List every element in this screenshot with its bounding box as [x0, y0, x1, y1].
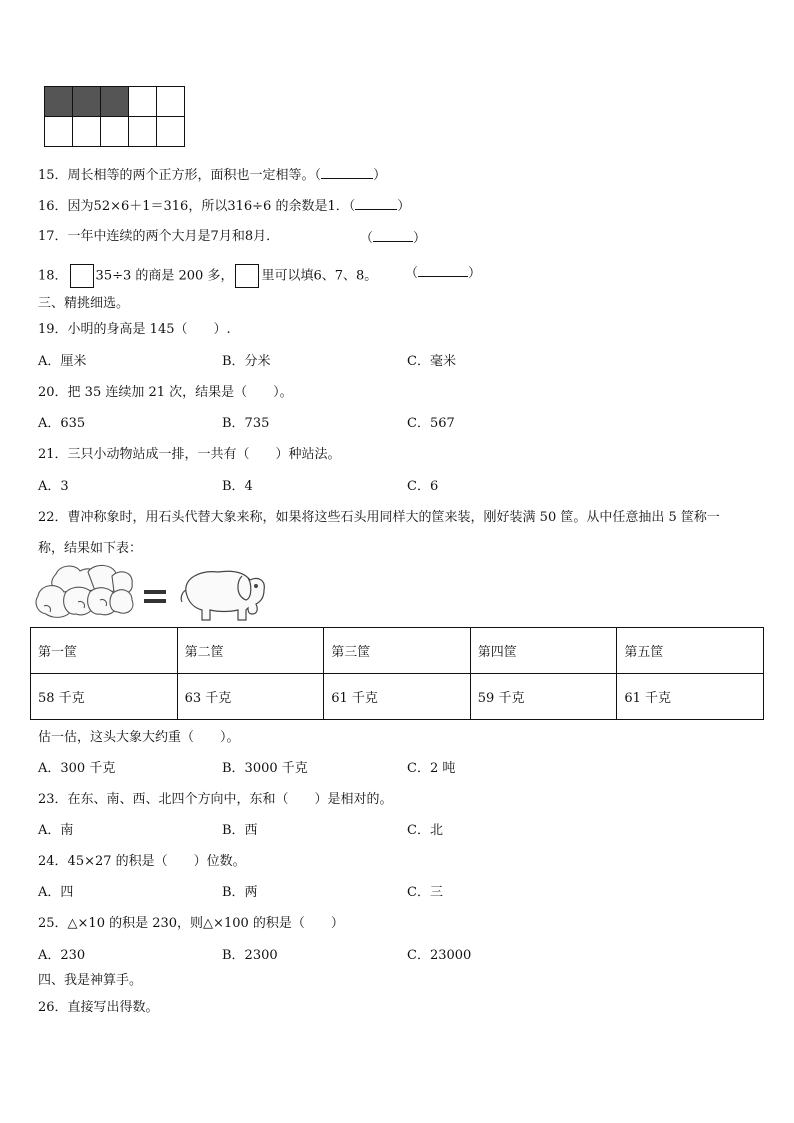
elephant-icon — [181, 571, 264, 620]
question-26: 26．直接写出得数。 — [38, 1000, 159, 1015]
table-row — [31, 674, 764, 720]
question-18: 18． 35÷3 的商是 200 多， 里可以填6、7、8。 — [38, 264, 377, 288]
question-text: 15．周长相等的两个正方形，面积也一定相等。 — [38, 168, 315, 183]
stones-pile-icon — [36, 565, 133, 617]
section-heading-3: 三、精挑细选。 — [38, 296, 130, 311]
grid-cell — [129, 117, 157, 147]
option-c[interactable]: C．2 吨 — [407, 761, 456, 776]
option-c[interactable]: C．三 — [407, 885, 443, 900]
table-cell: 59 千克 — [470, 674, 617, 720]
table-header-row — [31, 628, 764, 674]
option-a[interactable]: A．厘米 — [38, 354, 87, 369]
question-21: 21．三只小动物站成一排，一共有（ ）种站法。 — [38, 447, 341, 462]
option-a[interactable]: A．3 — [38, 479, 69, 494]
grid-cell — [73, 117, 101, 147]
grid-cell — [101, 117, 129, 147]
table-cell: 61 千克 — [617, 674, 764, 720]
option-b[interactable]: B．735 — [222, 416, 270, 431]
grid-cell — [129, 87, 157, 117]
stones-elephant-illustration — [34, 562, 274, 624]
option-a[interactable]: A．635 — [38, 416, 86, 431]
table-header-cell: 第四筐 — [470, 628, 617, 674]
grid-cell-filled — [101, 87, 129, 117]
option-a[interactable]: A．四 — [38, 885, 74, 900]
option-b[interactable]: B．3000 千克 — [222, 761, 308, 776]
question-20: 20．把 35 连续加 21 次，结果是（ ）。 — [38, 385, 293, 400]
option-b[interactable]: B．2300 — [222, 948, 278, 963]
table-header-cell: 第二筐 — [177, 628, 324, 674]
answer-blank[interactable] — [373, 229, 413, 242]
grid-cell-filled — [73, 87, 101, 117]
question-22: 22．曹冲称象时，用石头代替大象来称，如果将这些石头用同样大的筐来装，刚好装满 50 筐。从中任意抽出 5 筐称一 — [38, 510, 720, 525]
option-c[interactable]: C．6 — [407, 479, 439, 494]
option-a[interactable]: A．南 — [38, 823, 74, 838]
question-text: 17．一年中连续的两个大月是7月和8月． — [38, 229, 280, 244]
grid-cell — [45, 117, 73, 147]
option-b[interactable]: B．西 — [222, 823, 258, 838]
question-17 — [38, 229, 279, 245]
table-header-cell: 第一筐 — [31, 628, 178, 674]
option-c[interactable]: C．北 — [407, 823, 443, 838]
grid-cell — [157, 87, 185, 117]
shaded-grid — [44, 86, 185, 147]
equals-sign-icon — [144, 590, 166, 603]
question-15: 15．周长相等的两个正方形，面积也一定相等。（ ） — [38, 168, 387, 183]
option-b[interactable]: B．分米 — [222, 354, 271, 369]
table-header-cell: 第五筐 — [617, 628, 764, 674]
option-b[interactable]: B．两 — [222, 885, 258, 900]
question-18-answer: （ ） — [405, 266, 482, 281]
question-16: 16．因为52×6＋1＝316，所以316÷6 的余数是1．（ ） — [38, 199, 411, 214]
option-a[interactable]: A．230 — [38, 948, 86, 963]
option-c[interactable]: C．23000 — [407, 948, 472, 963]
question-17-answer: （ ） — [360, 231, 427, 246]
question-24: 24．45×27 的积是（ ）位数。 — [38, 854, 246, 869]
basket-weights-table — [30, 627, 764, 720]
grid-cell — [157, 117, 185, 147]
question-22-ask: 估一估，这头大象大约重（ ）。 — [38, 730, 240, 745]
option-c[interactable]: C．567 — [407, 416, 455, 431]
question-text: 16．因为52×6＋1＝316，所以316÷6 的余数是1． — [38, 199, 349, 214]
question-22-continued: 称，结果如下表： — [38, 541, 143, 556]
option-c[interactable]: C．毫米 — [407, 354, 456, 369]
answer-blank[interactable] — [355, 197, 397, 210]
grid-cell-filled — [45, 87, 73, 117]
table-cell: 61 千克 — [324, 674, 471, 720]
question-25: 25．△×10 的积是 230，则△×100 的积是（ ） — [38, 916, 344, 931]
table-cell: 58 千克 — [31, 674, 178, 720]
option-b[interactable]: B．4 — [222, 479, 253, 494]
answer-blank[interactable] — [418, 264, 468, 277]
section-heading-4: 四、我是神算手。 — [38, 973, 143, 988]
digit-box[interactable] — [235, 264, 259, 288]
option-a[interactable]: A．300 千克 — [38, 761, 116, 776]
table-cell: 63 千克 — [177, 674, 324, 720]
digit-box[interactable] — [70, 264, 94, 288]
question-23: 23．在东、南、西、北四个方向中，东和（ ）是相对的。 — [38, 792, 393, 807]
table-header-cell: 第三筐 — [324, 628, 471, 674]
question-19: 19．小明的身高是 145（ ）. — [38, 322, 231, 337]
answer-blank[interactable] — [321, 166, 373, 179]
